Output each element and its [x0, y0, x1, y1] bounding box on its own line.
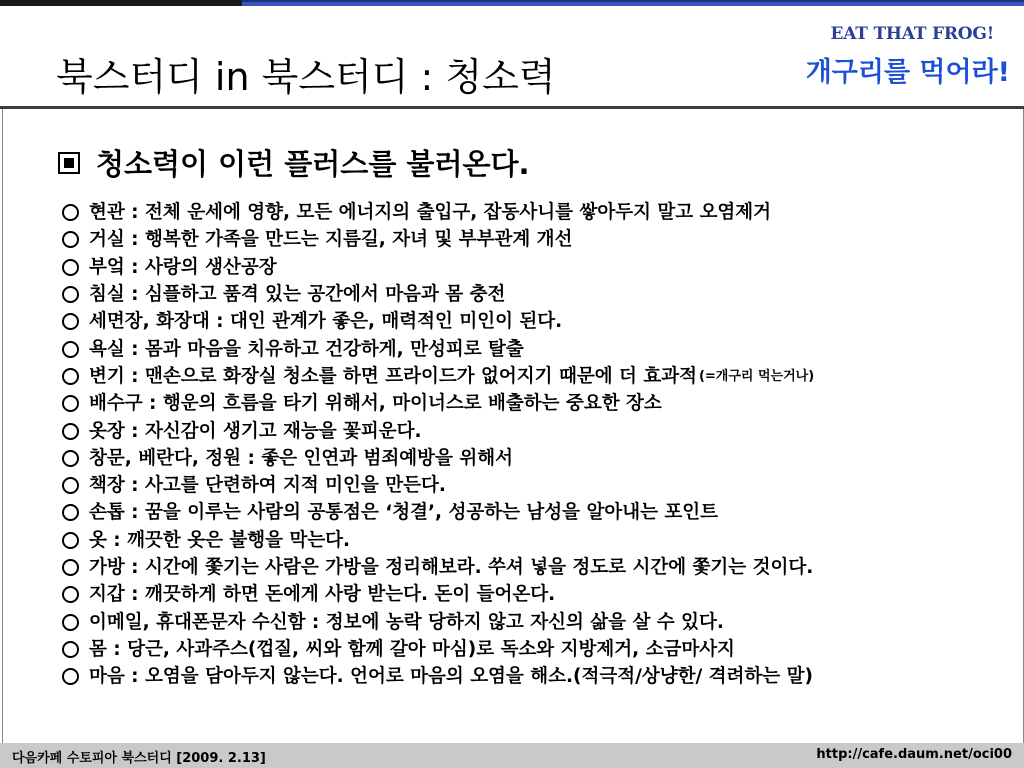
list-item	[62, 199, 1022, 226]
list-item-text: 옷 : 깨끗한 옷은 불행을 막는다.	[89, 529, 351, 551]
list-item-text: 침실 : 심플하고 품격 있는 공간에서 마음과 몸 충전	[89, 284, 506, 306]
list-item	[62, 254, 1022, 281]
list-item-text: 부엌 : 사랑의 생산공장	[89, 256, 277, 278]
circle-bullet-icon	[62, 231, 79, 248]
list-item	[62, 472, 1022, 499]
list-item	[62, 390, 1022, 417]
circle-bullet-icon	[62, 259, 79, 276]
footer-source: 다음카페 수토피아 북스터디 [2009. 2.13]	[12, 751, 266, 766]
list-item	[62, 554, 1022, 581]
logo-korean-text: 개구리를 먹어라!	[805, 57, 1010, 88]
list-item-text: 몸 : 당근, 사과주스(껍질, 씨와 함께 갈아 마심)로 독소와 지방제거, 소금마사지	[89, 638, 735, 660]
circle-bullet-icon	[62, 313, 79, 330]
circle-bullet-icon	[62, 368, 79, 385]
circle-bullet-icon	[62, 450, 79, 467]
list-item-text: 배수구 : 행운의 흐름을 타기 위해서, 마이너스로 배출하는 중요한 장소	[89, 393, 662, 415]
circle-bullet-icon	[62, 532, 79, 549]
page-title: 북스터디 in 북스터디 : 청소력	[56, 55, 556, 99]
circle-bullet-icon	[62, 395, 79, 412]
list-item-text: 세면장, 화장대 : 대인 관계가 좋은, 매력적인 미인이 된다.	[89, 311, 563, 333]
list-item-text: 거실 : 행복한 가족을 만드는 지름길, 자녀 및 부부관계 개선	[89, 229, 573, 251]
square-bullet-icon	[58, 152, 80, 174]
list-item-text: 책장 : 사고를 단련하여 지적 미인을 만든다.	[89, 475, 446, 497]
list-item	[62, 527, 1022, 554]
list-item-text: 욕실 : 몸과 마음을 치유하고 건강하게, 만성피로 탈출	[89, 338, 524, 360]
circle-bullet-icon	[62, 559, 79, 576]
list-item	[62, 499, 1022, 526]
circle-bullet-icon	[62, 477, 79, 494]
circle-bullet-icon	[62, 286, 79, 303]
list-item-text: 지갑 : 깨끗하게 하면 돈에게 사랑 받는다. 돈이 들어온다.	[89, 584, 556, 606]
footer-url: http://cafe.daum.net/oci00	[816, 747, 1012, 762]
circle-bullet-icon	[62, 423, 79, 440]
circle-bullet-icon	[62, 504, 79, 521]
list-item-text: 마음 : 오염을 담아두지 않는다. 언어로 마음의 오염을 해소.(적극적/상냥한/ 격려하는 말)	[89, 666, 813, 688]
circle-bullet-icon	[62, 641, 79, 658]
section-heading-text: 청소력이 이런 플러스를 불러온다.	[96, 147, 530, 181]
circle-bullet-icon	[62, 586, 79, 603]
circle-bullet-icon	[62, 341, 79, 358]
list-item	[62, 663, 1022, 690]
list-item	[62, 363, 1022, 390]
list-item-text: 손톱 : 꿈을 이루는 사람의 공통점은 ‘청결’, 성공하는 남성을 알아내는 포인트	[89, 502, 719, 524]
list-item	[62, 335, 1022, 362]
list-item	[62, 581, 1022, 608]
list-item	[62, 281, 1022, 308]
list-item	[62, 608, 1022, 635]
list-item	[62, 226, 1022, 253]
list-item-text: 옷장 : 자신감이 생기고 재능을 꽃피운다.	[89, 420, 422, 442]
circle-bullet-icon	[62, 668, 79, 685]
slide-footer	[0, 743, 1024, 768]
frog-logo	[770, 24, 1010, 104]
list-item	[62, 417, 1022, 444]
logo-english-text: EAT THAT FROG!	[830, 24, 994, 44]
list-item	[62, 445, 1022, 472]
list-item-text: 이메일, 휴대폰문자 수신함 : 정보에 농락 당하지 않고 자신의 삶을 살 수 있다.	[89, 611, 724, 633]
list-item-text: 현관 : 전체 운세에 영향, 모든 에너지의 출입구, 잡동사니를 쌓아두지 말고 오염제거	[89, 202, 772, 224]
list-item	[62, 636, 1022, 663]
section-heading	[58, 142, 530, 183]
list-item-text: 창문, 베란다, 정원 : 좋은 인연과 범죄예방을 위해서	[89, 447, 513, 469]
circle-bullet-icon	[62, 614, 79, 631]
list-item-note: (=개구리 먹는거나)	[698, 368, 815, 384]
benefit-list	[62, 199, 1022, 690]
list-item-text: 가방 : 시간에 쫓기는 사람은 가방을 정리해보라. 쑤셔 넣을 정도로 시간에 쫓기는 것이다.	[89, 557, 814, 578]
list-item	[62, 308, 1022, 335]
slide-header	[0, 6, 1024, 106]
circle-bullet-icon	[62, 204, 79, 221]
list-item-text: 변기 : 맨손으로 화장실 청소를 하면 프라이드가 없어지기 때문에 더 효과적	[89, 365, 697, 387]
